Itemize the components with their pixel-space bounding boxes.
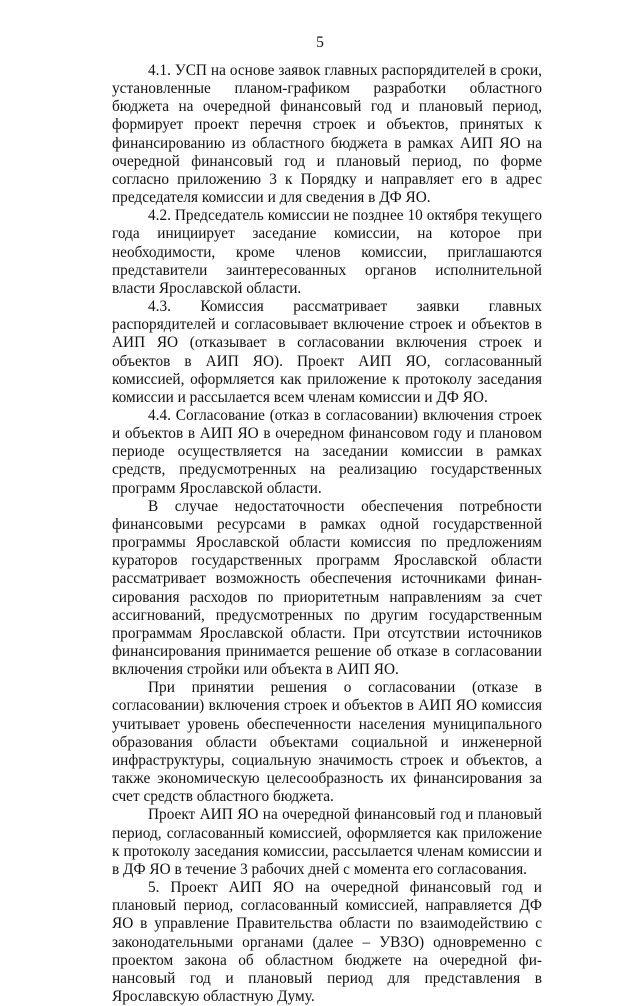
paragraph-project-distribution: Проект АИП ЯО на очередной финансовый год и плановый период, согласованный комиссией, оформляется как приложение к протоколу заседания комиссии, рассылается членам комиссии и в ДФ ЯО в течение 3 рабочих дней с момента его согласования. (112, 806, 542, 878)
paragraph-4-2: 4.2. Председатель комиссии не позднее 10 октября текущего года инициирует заседание комиссии, на которое при необходимости, кроме членов комиссии, приглашаются представители заинтересованных органов исполнительной власти Ярославской области. (112, 207, 542, 297)
paragraph-4-1: 4.1. УСП на основе заявок главных распорядителей в сроки, установленные планом-графиком разработки областного бюджета на очередной финансовый год и плановый период, формирует проект перечня строек и объектов, принятых к финансированию из областного бюджета в рамках АИП ЯО на очередной финансовый год и плановый период, по форме согласно приложению 3 к Порядку и направляет его в адрес председателя комиссии и для сведения в ДФ ЯО. (112, 62, 542, 207)
paragraph-5: 5. Проект АИП ЯО на очередной финансовый год и плановый период, согласованный комиссией, направляется ДФ ЯО в управление Правительства области по взаимодействию с законодательными органами (далее – УВЗО) одновременно с проектом закона об областном бюджете на очередной финансовый год и плановый период для представления в Ярославскую областную Думу. (112, 879, 542, 1005)
page-number: 5 (316, 34, 324, 51)
paragraph-insufficient-funding: В случае недостаточности обеспечения потребности финансовыми ресурсами в рамках одной государственной программы Ярославской области комиссия по предложениям кураторов государственных программ Ярославской области рассматривает возможность обеспечения источниками финансирования расходов по приоритетным направлениям за счет ассигнований, предусмотренных по другим государственным программам Ярославской области. При отсутствии источников финансирования принимается решение об отказе в согласовании включения стройки или объекта в АИП ЯО. (112, 497, 542, 679)
paragraph-4-4: 4.4. Согласование (отказ в согласовании) включения строек и объектов в АИП ЯО в очередном финансовом году и плановом периоде осуществляется на заседании комиссии в рамках средств, предусмотренных на реализацию государственных программ Ярославской области. (112, 406, 542, 497)
document-body (112, 62, 542, 1006)
paragraph-4-3: 4.3. Комиссия рассматривает заявки главных распорядителей и согласовывает включение строек и объектов в АИП ЯО (отказывает в согласовании включения строек и объектов в АИП ЯО). Проект АИП ЯО, согласованный комиссией, оформляется как приложение к протоколу заседания комиссии и рассылается всем членам комиссии и ДФ ЯО. (112, 298, 542, 406)
paragraph-decision-criteria: При принятии решения о согласовании (отказе в согласовании) включения строек и объектов в АИП ЯО комиссия учитывает уровень обеспеченности населения муниципального образования области объектами социальной и инженерной инфраструктуры, социальную значимость строек и объектов, а также экономическую целесообразность их финансирования за счет средств областного бюджета. (112, 679, 542, 806)
